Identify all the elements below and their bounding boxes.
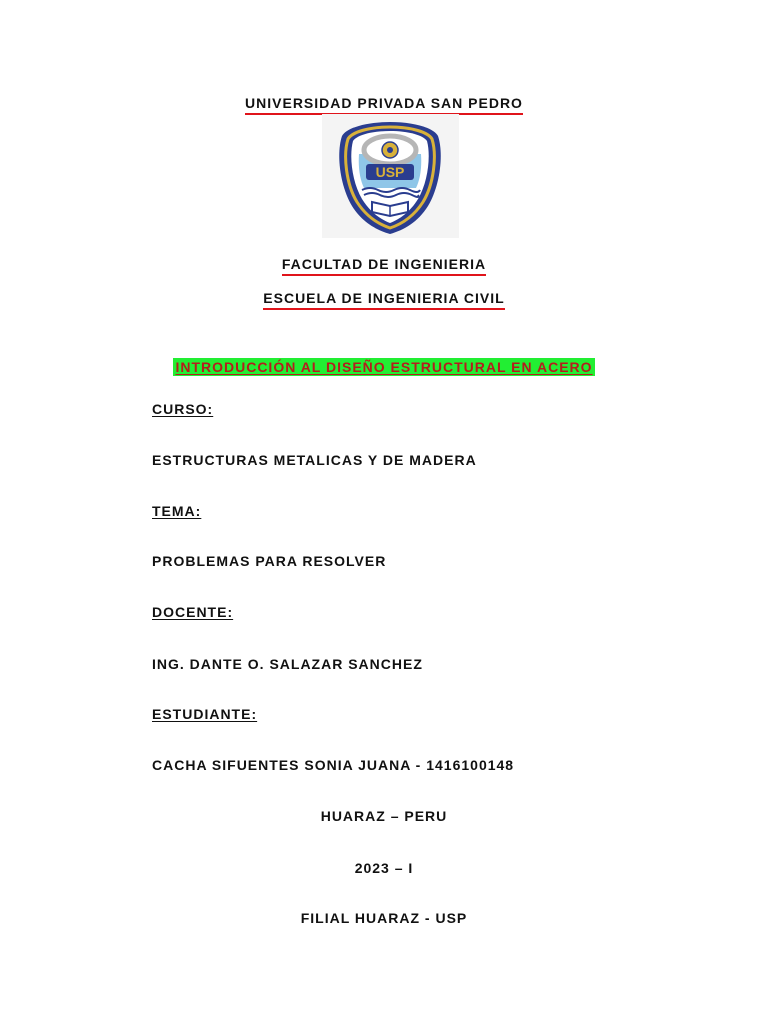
- school-heading: [0, 289, 768, 310]
- course-value: ESTRUCTURAS METALICAS Y DE MADERA: [152, 452, 477, 468]
- teacher-label: DOCENTE:: [152, 604, 234, 620]
- logo-text: USP: [375, 164, 405, 180]
- city-line: HUARAZ – PERU: [320, 808, 448, 824]
- branch-line: FILIAL HUARAZ - USP: [300, 910, 468, 926]
- teacher-value: ING. DANTE O. SALAZAR SANCHEZ: [152, 656, 423, 672]
- university-heading: [0, 94, 768, 115]
- school-name: ESCUELA DE INGENIERIA CIVIL: [263, 289, 504, 310]
- university-name: UNIVERSIDAD PRIVADA SAN PEDRO: [245, 94, 523, 115]
- document-title-text: INTRODUCCIÓN AL DISEÑO ESTRUCTURAL EN ACERO: [175, 359, 593, 375]
- student-value: CACHA SIFUENTES SONIA JUANA - 1416100148: [152, 757, 515, 773]
- faculty-name: FACULTAD DE INGENIERIA: [282, 255, 486, 276]
- university-seal-icon: [322, 114, 459, 238]
- term-line: 2023 – I: [354, 860, 414, 876]
- faculty-heading: [0, 255, 768, 276]
- student-label: ESTUDIANTE:: [152, 706, 258, 722]
- course-label: CURSO:: [152, 401, 214, 417]
- topic-label: TEMA:: [152, 503, 202, 519]
- document-title: [0, 358, 768, 376]
- topic-value: PROBLEMAS PARA RESOLVER: [152, 553, 387, 569]
